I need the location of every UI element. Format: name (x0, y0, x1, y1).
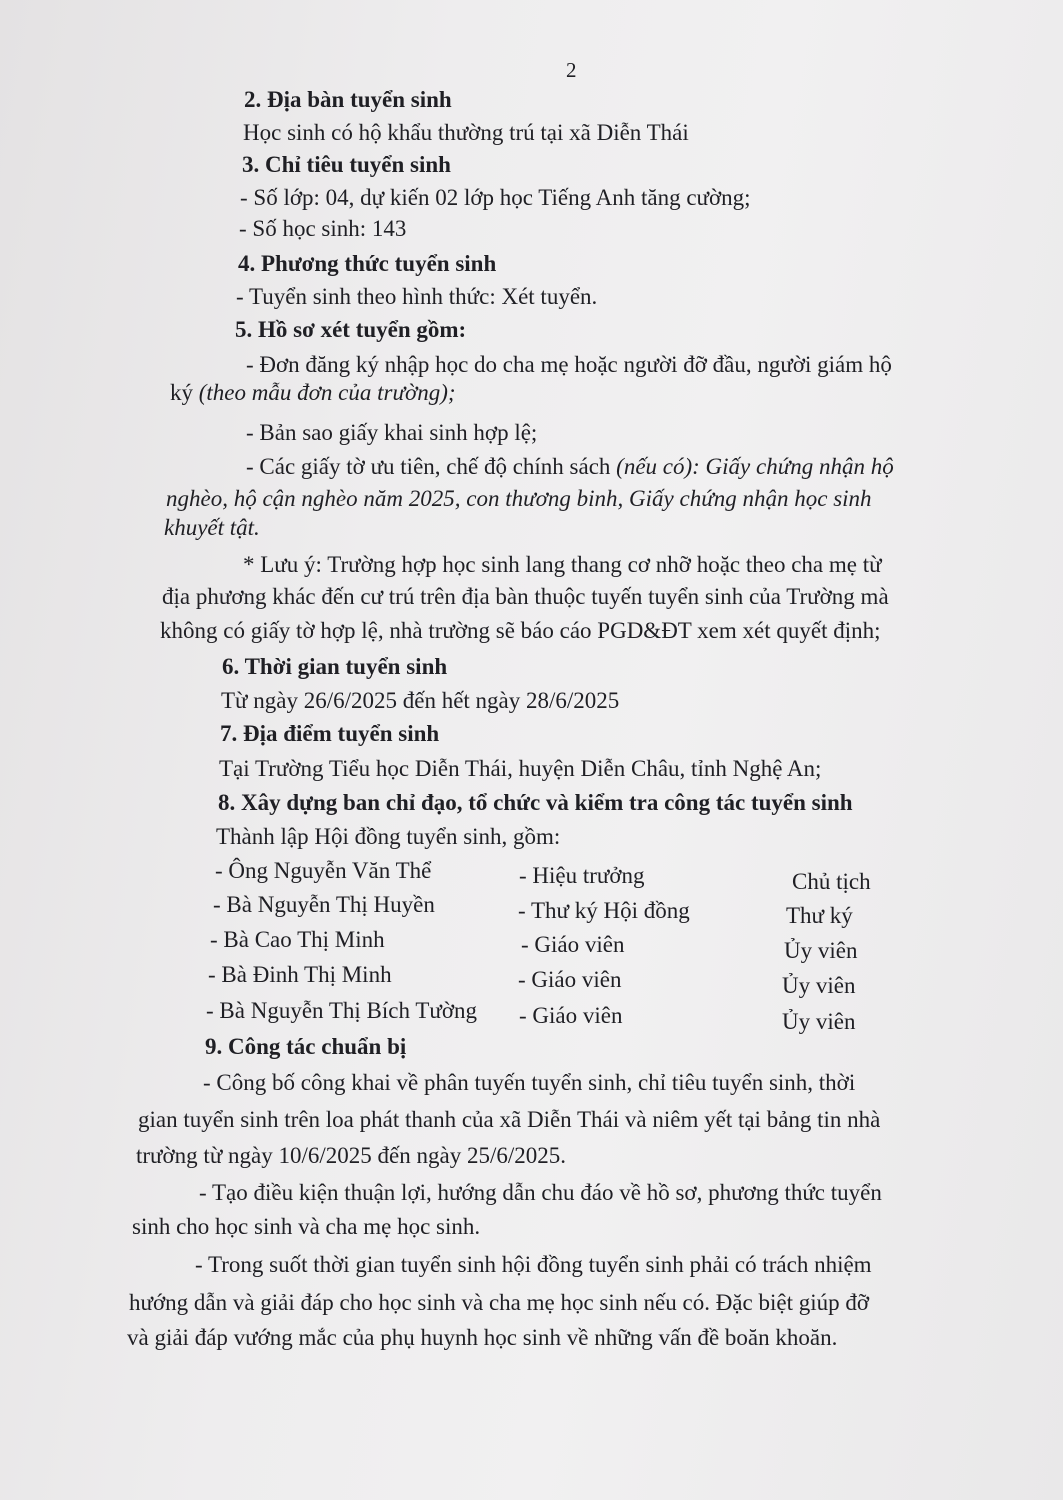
section-5-heading: 5. Hồ sơ xét tuyển gồm: (235, 317, 467, 342)
section-5-item-1-line-1: - Đơn đăng ký nhập học do cha mẹ hoặc người đỡ đầu, người giám hộ (246, 352, 892, 377)
member-name: - Bà Đinh Thị Minh (208, 962, 392, 987)
section-3-item-1: - Số lớp: 04, dự kiến 02 lớp học Tiếng Anh tăng cường; (240, 185, 751, 210)
section-2-heading: 2. Địa bàn tuyển sinh (244, 87, 452, 112)
member-position: - Giáo viên (521, 932, 625, 957)
section-5-item-1-line-2-text: ký (170, 380, 199, 405)
member-position: - Giáo viên (519, 1003, 623, 1028)
member-role: Chủ tịch (792, 869, 871, 894)
section-8-intro: Thành lập Hội đồng tuyển sinh, gồm: (216, 824, 561, 849)
section-2-text: Học sinh có hộ khẩu thường trú tại xã Diễn Thái (243, 120, 689, 145)
section-5-item-1-line-2-italic: (theo mẫu đơn của trường); (198, 380, 456, 405)
section-5-item-1-line-2 (170, 378, 456, 408)
section-5-note-line-2: địa phương khác đến cư trú trên địa bàn thuộc tuyến tuyển sinh của Trường mà (162, 584, 889, 609)
member-role: Ủy viên (784, 938, 858, 963)
section-6-text: Từ ngày 26/6/2025 đến hết ngày 28/6/2025 (221, 688, 620, 713)
section-9-p1-line-2: gian tuyển sinh trên loa phát thanh của xã Diễn Thái và niêm yết tại bảng tin nhà (138, 1107, 881, 1132)
section-4-heading: 4. Phương thức tuyển sinh (238, 251, 497, 276)
section-9-p3-line-3: và giải đáp vướng mắc của phụ huynh học sinh về những vấn đề boăn khoăn. (127, 1325, 838, 1350)
section-4-item-1: - Tuyển sinh theo hình thức: Xét tuyển. (236, 284, 598, 309)
member-name: - Bà Nguyễn Thị Huyền (213, 892, 435, 917)
section-9-p2-line-2: sinh cho học sinh và cha mẹ học sinh. (132, 1214, 481, 1239)
section-9-p2-line-1: - Tạo điều kiện thuận lợi, hướng dẫn chu đáo về hồ sơ, phương thức tuyển (199, 1180, 882, 1205)
section-5-note-line-3: không có giấy tờ hợp lệ, nhà trường sẽ báo cáo PGD&ĐT xem xét quyết định; (160, 618, 881, 643)
member-role: Ủy viên (782, 1009, 856, 1034)
section-7-heading: 7. Địa điểm tuyển sinh (220, 721, 440, 746)
section-9-p1-line-3: trường từ ngày 10/6/2025 đến ngày 25/6/2025. (136, 1143, 566, 1168)
section-5-item-3-line-1-text: - Các giấy tờ ưu tiên, chế độ chính sách (246, 454, 617, 479)
section-5-item-3-line-1-italic: (nếu có): Giấy chứng nhận hộ (616, 454, 894, 479)
section-3-heading: 3. Chỉ tiêu tuyển sinh (242, 152, 451, 177)
member-position: - Hiệu trưởng (519, 863, 645, 888)
section-6-heading: 6. Thời gian tuyển sinh (222, 654, 448, 679)
section-8-heading: 8. Xây dựng ban chỉ đạo, tổ chức và kiểm tra công tác tuyển sinh (218, 790, 853, 815)
section-5-item-2: - Bản sao giấy khai sinh hợp lệ; (246, 420, 538, 445)
page-number: 2 (566, 58, 577, 82)
section-7-text: Tại Trường Tiểu học Diễn Thái, huyện Diễn Châu, tỉnh Nghệ An; (219, 756, 822, 781)
section-9-p3-line-2: hướng dẫn và giải đáp cho học sinh và cha mẹ học sinh nếu có. Đặc biệt giúp đỡ (129, 1290, 870, 1315)
section-9-p1-line-1: - Công bố công khai về phân tuyến tuyển sinh, chỉ tiêu tuyển sinh, thời (203, 1070, 856, 1095)
section-5-note-line-1: * Lưu ý: Trường hợp học sinh lang thang cơ nhỡ hoặc theo cha mẹ từ (243, 552, 882, 577)
section-9-heading: 9. Công tác chuẩn bị (205, 1034, 407, 1059)
section-9-p3-line-1: - Trong suốt thời gian tuyển sinh hội đồng tuyển sinh phải có trách nhiệm (195, 1252, 872, 1277)
section-5-item-3-line-2: nghèo, hộ cận nghèo năm 2025, con thương binh, Giấy chứng nhận học sinh (166, 486, 872, 511)
section-3-item-2: - Số học sinh: 143 (239, 216, 407, 241)
member-name: - Ông Nguyễn Văn Thể (215, 858, 432, 883)
member-name: - Bà Nguyễn Thị Bích Tường (206, 998, 478, 1023)
section-5-item-3-line-1 (246, 452, 894, 482)
member-role: Thư ký (786, 903, 853, 928)
member-position: - Thư ký Hội đồng (518, 898, 690, 923)
member-name: - Bà Cao Thị Minh (210, 927, 385, 952)
member-position: - Giáo viên (518, 967, 622, 992)
section-5-item-3-line-3: khuyết tật. (164, 515, 260, 540)
member-role: Ủy viên (782, 973, 856, 998)
